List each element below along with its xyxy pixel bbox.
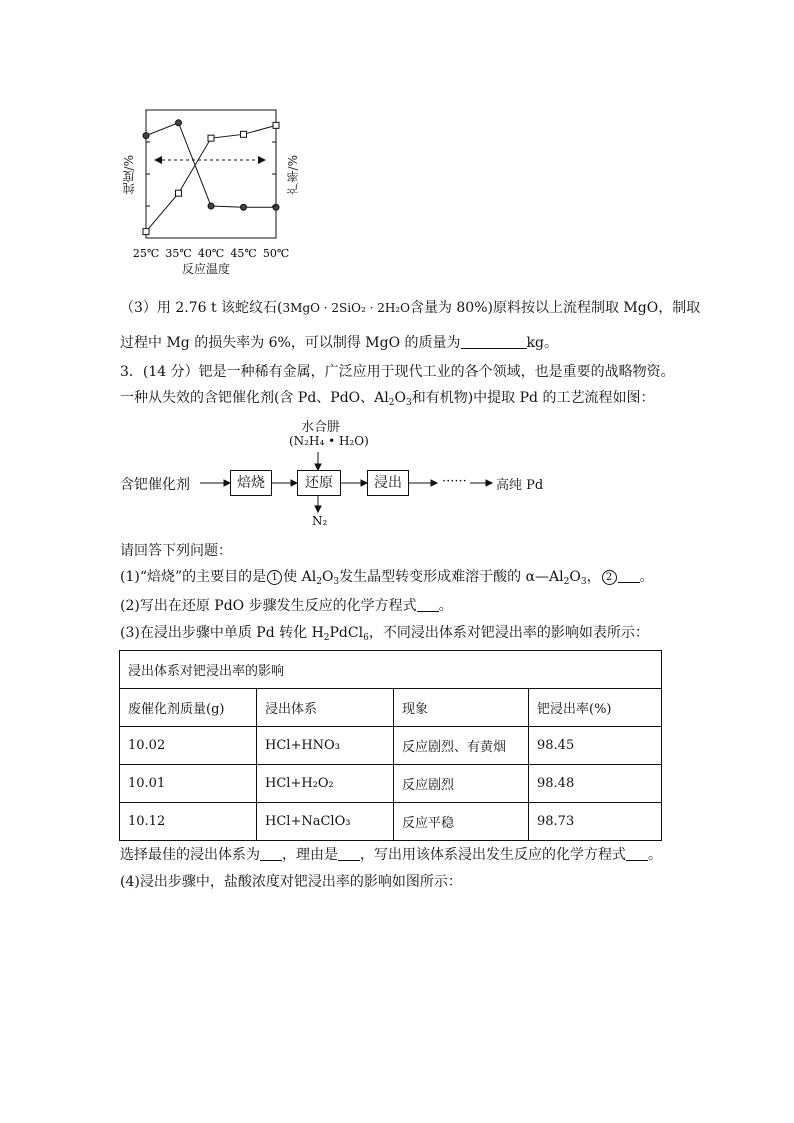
- table-header-row: [120, 689, 662, 727]
- q1-f: ，: [586, 569, 601, 585]
- cell: 反应剧烈: [394, 765, 529, 803]
- cell: HCl+NaClO₃: [257, 803, 394, 841]
- data-point-square: [273, 122, 279, 128]
- data-point-circle: [176, 120, 182, 126]
- q3-c: ，不同浸出体系对钯浸出率的影响如表所示：: [368, 625, 649, 641]
- answer-blank-reason[interactable]: [338, 846, 360, 861]
- cell: 98.45: [529, 727, 662, 765]
- data-point-square: [176, 190, 182, 196]
- q3-line2-unit: kg。: [526, 335, 558, 351]
- chart-svg: [110, 100, 310, 280]
- circled-one: 1: [267, 570, 282, 585]
- cell: 10.02: [120, 727, 257, 765]
- table-row: [120, 727, 662, 765]
- cell: 98.48: [529, 765, 662, 803]
- q4-text: (4)浸出步骤中，盐酸浓度对钯浸出率的影响如图所示：: [120, 874, 462, 890]
- q1-a: (1)“焙烧”的主要目的是: [120, 569, 267, 585]
- ask-line: [120, 541, 232, 561]
- arrow-right-head: [258, 156, 266, 164]
- q3-line1: [120, 298, 700, 318]
- q3-line2-text: 过程中 Mg 的损失率为 6%，可以制得 MgO 的质量为: [120, 335, 461, 351]
- table-caption-row: [120, 651, 662, 689]
- flow-end: 高纯 Pd: [496, 478, 544, 493]
- header-rate: 钯浸出率(%): [529, 689, 662, 727]
- data-point-circle: [241, 204, 247, 210]
- x-tick-label: 35℃: [165, 247, 192, 260]
- q3-tail-line: [120, 845, 662, 865]
- x-tick-label: 40℃: [197, 247, 225, 260]
- q1-g: 。: [639, 569, 654, 585]
- x-tick-label: 25℃: [132, 247, 160, 260]
- q4-line: [120, 872, 462, 892]
- q3-a: (3)在浸出步骤中单质 Pd 转化 H: [120, 625, 324, 641]
- intro2-b: O: [394, 390, 406, 406]
- cell: 10.01: [120, 765, 257, 803]
- data-point-square: [143, 229, 149, 235]
- q3-line2: [120, 333, 558, 353]
- cell: 反应平稳: [394, 803, 529, 841]
- cell: 10.12: [120, 803, 257, 841]
- q1-d: 发生晶型转变形成难溶于酸的 α—Al: [339, 569, 564, 585]
- q3-prefix: （3）用 2.76 t 该蛇纹石(: [120, 300, 283, 316]
- header-phenomenon: 现象: [394, 689, 529, 727]
- q3-b: PdCl: [329, 625, 364, 641]
- intro2-c: 和有机物)中提取 Pd 的工艺流程如图：: [411, 390, 655, 406]
- ask-text: 请回答下列问题：: [120, 543, 232, 559]
- problem3-intro2: 一种从失效的含钯催化剂(含 Pd、PdO、$Al_2O_3$和有机物)中提取 Pd 的工艺流程如图：: [120, 390, 655, 408]
- data-point-circle: [273, 204, 279, 210]
- q2-line: [120, 596, 453, 616]
- header-system: 浸出体系: [257, 689, 394, 727]
- answer-blank-equation[interactable]: [626, 846, 648, 861]
- flow-gas: N₂: [312, 514, 328, 528]
- answer-blank-mgo[interactable]: [461, 334, 527, 349]
- flow-step-roast: 焙烧: [230, 470, 272, 496]
- x-axis-label: 反应温度: [182, 262, 231, 276]
- x-tick-label: 50℃: [262, 247, 290, 260]
- x-tick-label: 45℃: [230, 247, 257, 260]
- problem3-intro1: [120, 362, 675, 382]
- q3-tail-c: ，写出用该体系浸出发生反应的化学方程式: [360, 847, 626, 863]
- table-row: [120, 765, 662, 803]
- q2-text: (2)写出在还原 PdO 步骤发生反应的化学方程式: [120, 598, 417, 614]
- q3-tail-b: ，理由是: [282, 847, 338, 863]
- q1-b: 使 Al: [283, 569, 317, 585]
- intro2-a: 一种从失效的含钯催化剂(含 Pd、PdO、Al: [120, 390, 389, 406]
- data-point-circle: [208, 203, 214, 209]
- flow-start: 含钯催化剂: [120, 477, 190, 493]
- cell: HCl+H₂O₂: [257, 765, 394, 803]
- q3-suffix: 含量为 80%)原料按以上流程制取 MgO，制取: [409, 300, 701, 316]
- flow-dots: ······: [442, 474, 467, 489]
- purity-yield-chart: [110, 100, 310, 280]
- circled-two: 2: [602, 570, 617, 585]
- header-mass: 废催化剂质量(g): [120, 689, 257, 727]
- cell: 反应剧烈、有黄烟: [394, 727, 529, 765]
- data-point-square: [208, 135, 214, 141]
- cell: 98.73: [529, 803, 662, 841]
- flow-step-reduce: 还原: [297, 470, 341, 496]
- reagent-name: 水合肼: [301, 420, 341, 435]
- answer-blank-q1[interactable]: [618, 568, 640, 583]
- y-left-label: 纯度/%: [122, 155, 136, 195]
- q3-intro-line: (3)在浸出步骤中单质 Pd 转化 $H_2PdCl_6$，不同浸出体系对钯浸出率的影响如表所示：: [120, 625, 649, 643]
- answer-blank-system[interactable]: [260, 846, 282, 861]
- intro1-text: 3．(14 分）钯是一种稀有金属，广泛应用于现代工业的各个领域，也是重要的战略物资。: [120, 364, 675, 380]
- flow-step-leach: 浸出: [367, 470, 409, 496]
- answer-blank-q2[interactable]: [417, 597, 439, 612]
- q3-tail-d: 。: [648, 847, 662, 863]
- q3-tail-a: 选择最佳的浸出体系为: [120, 847, 260, 863]
- y-right-label: 产率/%: [286, 155, 300, 195]
- leach-table: [119, 650, 662, 841]
- cell: HCl+HNO₃: [257, 727, 394, 765]
- q2-end: 。: [438, 598, 453, 614]
- serpentine-formula: 3MgO · 2SiO₂ · 2H₂O: [282, 301, 410, 315]
- reagent-formula: (N₂H₄ • H₂O): [289, 434, 369, 448]
- q1-c: O: [321, 569, 334, 585]
- q1-line: (1)“焙烧”的主要目的是 1 使 $Al_2O_3$发生晶型转变形成难溶于酸的 $\alpha—Al_2O_3$， 2 。: [120, 569, 654, 587]
- q1-e: O: [569, 569, 581, 585]
- data-point-square: [241, 131, 247, 137]
- table-caption: 浸出体系对钯浸出率的影响: [120, 651, 662, 689]
- arrow-left-head: [154, 156, 162, 164]
- data-point-circle: [143, 133, 149, 139]
- table-row: [120, 803, 662, 841]
